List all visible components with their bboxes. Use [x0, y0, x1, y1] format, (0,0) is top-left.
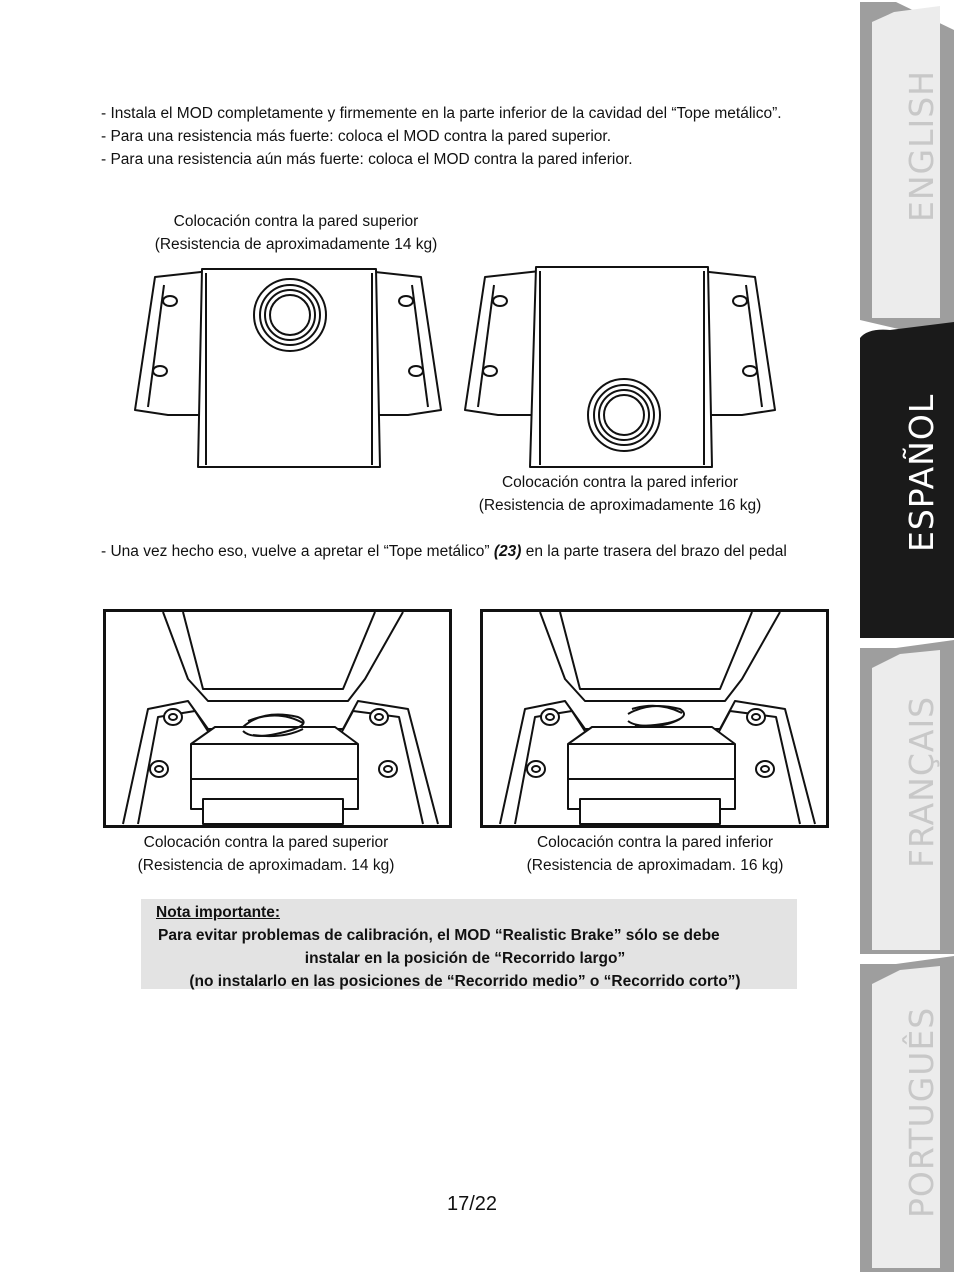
retighten-paragraph — [101, 540, 813, 563]
page-number: 17/22 — [446, 1193, 498, 1215]
figure2-right-caption — [505, 831, 805, 877]
figure2-left-caption-line1: Colocación contra la pared superior — [143, 834, 389, 851]
bracket-lower-wall-diagram — [460, 265, 780, 471]
intro-line-2: - Para una resistencia más fuerte: coloca el MOD contra la pared superior. — [101, 128, 612, 145]
figure1-bottom-caption-line1: Colocación contra la pared inferior — [501, 474, 739, 491]
figure2-left-caption-line2: (Resistencia de aproximadam. 14 kg) — [137, 857, 395, 874]
note-line-2: instalar en la posición de “Recorrido largo” — [304, 950, 626, 967]
paragraph-reference-23: (23) — [493, 543, 522, 560]
intro-line-3: - Para una resistencia aún más fuerte: coloca el MOD contra la pared inferior. — [101, 151, 633, 168]
pedal-mod-upper-wall-illustration — [103, 609, 452, 828]
tab-english[interactable]: ENGLISH — [902, 70, 941, 222]
tab-francais[interactable]: FRANÇAIS — [902, 695, 941, 868]
figure1-bottom-caption — [470, 471, 770, 517]
tab-portugues[interactable]: PORTUGUÊS — [902, 1006, 941, 1218]
language-tabs — [860, 0, 954, 1272]
pedal-mod-lower-wall-illustration — [480, 609, 829, 828]
paragraph-text-after: en la parte trasera del brazo del pedal — [521, 543, 787, 560]
figure1-top-caption — [146, 210, 446, 256]
note-title: Nota importante: — [156, 904, 280, 921]
paragraph-text-before: - Una vez hecho eso, vuelve a apretar el “Tope metálico” — [101, 543, 494, 560]
figure2-right-caption-line2: (Resistencia de aproximadam. 16 kg) — [526, 857, 784, 874]
tab-espanol[interactable]: ESPAÑOL — [902, 393, 941, 552]
figure1-top-caption-line2: (Resistencia de aproximadamente 14 kg) — [154, 236, 438, 253]
important-note-box — [141, 899, 797, 989]
intro-line-1: - Instala el MOD completamente y firmemente en la parte inferior de la cavidad del “Tope metálico”. — [101, 105, 782, 122]
bracket-upper-wall-diagram — [130, 265, 446, 471]
figure1-top-caption-line1: Colocación contra la pared superior — [173, 213, 419, 230]
figure2-left-caption — [120, 831, 412, 877]
figure1-bottom-caption-line2: (Resistencia de aproximadamente 16 kg) — [478, 497, 762, 514]
note-line-1: Para evitar problemas de calibración, el MOD “Realistic Brake” sólo se debe — [158, 927, 720, 944]
figure2-right-caption-line1: Colocación contra la pared inferior — [536, 834, 774, 851]
note-line-3: (no instalarlo en las posiciones de “Recorrido medio” o “Recorrido corto”) — [189, 973, 741, 990]
